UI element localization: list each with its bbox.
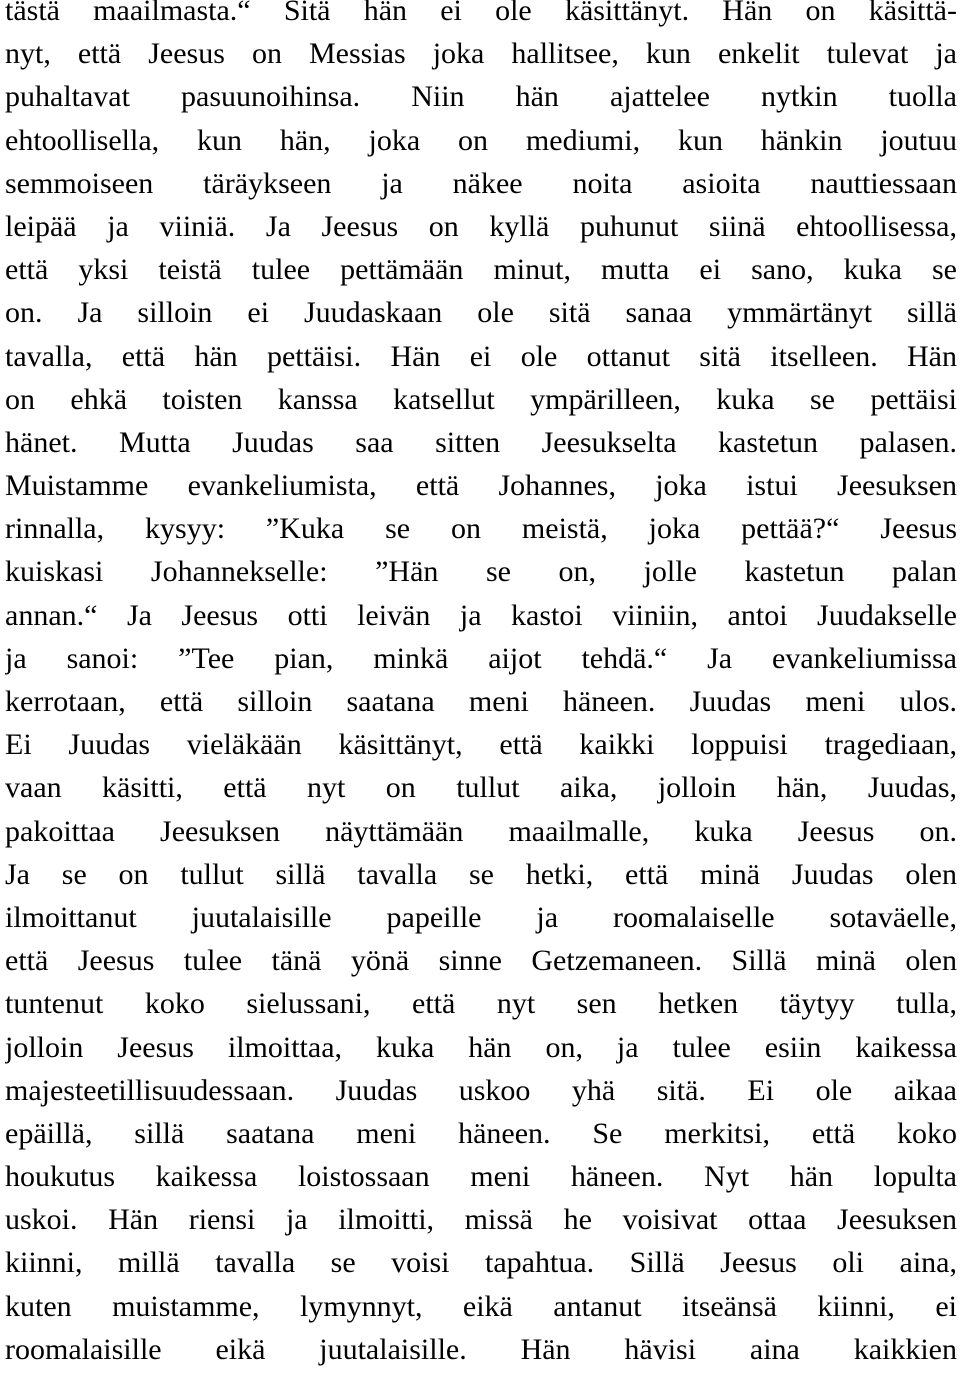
text-line: annan.“ Ja Jeesus otti leivän ja kastoi viiniin, antoi Juudakselle: [5, 598, 957, 632]
text-line: semmoiseen täräykseen ja näkee noita asioita nauttiessaan: [5, 166, 957, 200]
text-line: kuiskasi Johannekselle: ”Hän se on, jolle kastetun palan: [5, 555, 957, 589]
text-line: Ei Juudas vieläkään käsittänyt, että kaikki loppuisi tragediaan,: [5, 728, 957, 762]
text-line: kuten muistamme, lymynnyt, eikä antanut itseänsä kiinni, ei: [5, 1289, 957, 1323]
text-line: on ehkä toisten kanssa katsellut ympärilleen, kuka se pettäisi: [5, 382, 957, 416]
text-line: houkutus kaikessa loistossaan meni häneen. Nyt hän lopulta: [5, 1160, 957, 1194]
text-line: ja sanoi: ”Tee pian, minkä aijot tehdä.“ Ja evankeliumissa: [5, 641, 957, 675]
text-line: uskoi. Hän riensi ja ilmoitti, missä he voisivat ottaa Jeesuksen: [5, 1203, 957, 1237]
text-line: nyt, että Jeesus on Messias joka hallitsee, kun enkelit tulevat ja: [5, 37, 957, 71]
text-line: leipää ja viiniä. Ja Jeesus on kyllä puhunut siinä ehtoollisessa,: [5, 209, 957, 243]
text-line: kerrotaan, että silloin saatana meni häneen. Juudas meni ulos.: [5, 685, 957, 718]
text-line: ilmoittanut juutalaisille papeille ja roomalaiselle sotaväelle,: [5, 900, 957, 934]
text-line: Muistamme evankeliumista, että Johannes, joka istui Jeesuksen: [5, 469, 957, 503]
text-line: on. Ja silloin ei Juudaskaan ole sitä sanaa ymmärtänyt sillä: [5, 296, 957, 330]
body-text: [5, 0, 957, 1371]
text-line: kiinni, millä tavalla se voisi tapahtua. Sillä Jeesus oli aina,: [5, 1246, 957, 1280]
text-line: että yksi teistä tulee pettämään minut, mutta ei sano, kuka se: [5, 253, 957, 287]
text-line: rinnalla, kysyy: ”Kuka se on meistä, joka pettää?“ Jeesus: [5, 512, 957, 546]
text-line: roomalaisille eikä juutalaisille. Hän hävisi aina kaikkien: [5, 1332, 957, 1366]
text-line: pakoittaa Jeesuksen näyttämään maailmalle, kuka Jeesus on.: [5, 814, 957, 848]
text-line: ehtoollisella, kun hän, joka on mediumi, kun hänkin joutuu: [5, 123, 957, 157]
text-line: puhaltavat pasuunoihinsa. Niin hän ajattelee nytkin tuolla: [5, 80, 957, 114]
text-line: jolloin Jeesus ilmoittaa, kuka hän on, ja tulee esiin kaikessa: [5, 1030, 957, 1064]
text-line: tavalla, että hän pettäisi. Hän ei ole ottanut sitä itselleen. Hän: [5, 339, 957, 373]
text-line: Ja se on tullut sillä tavalla se hetki, että minä Juudas olen: [5, 857, 957, 891]
text-line: majesteetillisuudessaan. Juudas uskoo yhä sitä. Ei ole aikaa: [5, 1073, 957, 1107]
text-line: tuntenut koko sielussani, että nyt sen hetken täytyy tulla,: [5, 987, 957, 1021]
text-line: tästä maailmasta.“ Sitä hän ei ole käsittänyt. Hän on käsittä-: [5, 0, 957, 27]
text-line: epäillä, sillä saatana meni häneen. Se merkitsi, että koko: [5, 1116, 957, 1150]
text-line: vaan käsitti, että nyt on tullut aika, jolloin hän, Juudas,: [5, 771, 957, 805]
text-line: hänet. Mutta Juudas saa sitten Jeesukselta kastetun palasen.: [5, 425, 957, 459]
text-line: että Jeesus tulee tänä yönä sinne Getzemaneen. Sillä minä olen: [5, 944, 957, 978]
